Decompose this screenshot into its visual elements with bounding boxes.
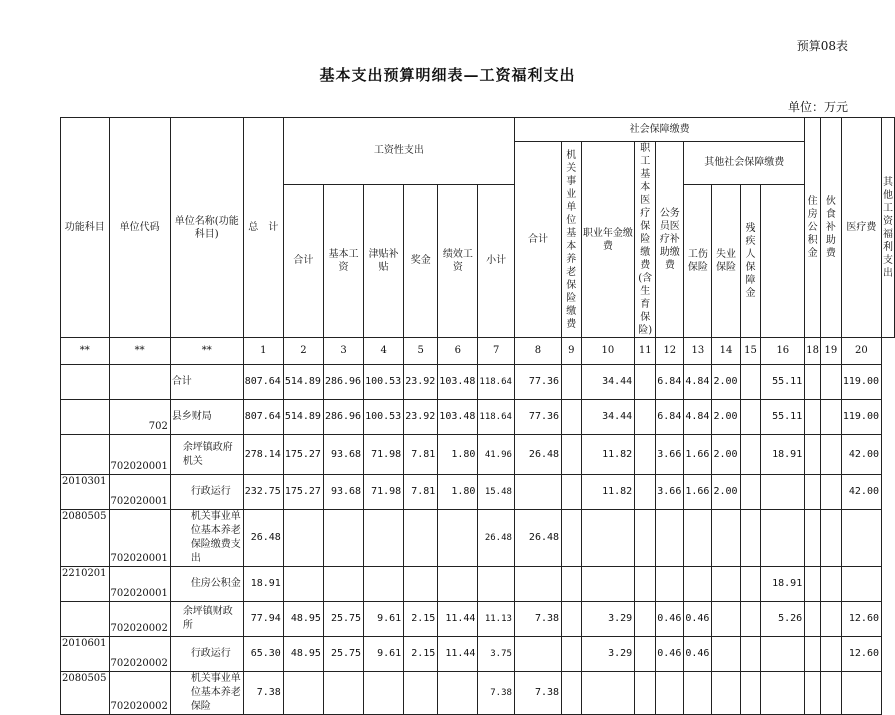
value-cell (820, 510, 841, 567)
value-cell: 26.48 (514, 435, 561, 475)
header-annuity: 职业年金缴费 (581, 142, 635, 338)
table-row (61, 365, 895, 400)
value-cell (805, 637, 821, 672)
value-cell: 3.66 (656, 475, 684, 510)
value-cell (323, 672, 363, 715)
index-cell: 16 (761, 338, 805, 365)
value-cell (761, 637, 805, 672)
value-cell: 514.89 (283, 400, 323, 435)
index-cell: 4 (364, 338, 404, 365)
header-medical-fee: 医疗费 (841, 118, 881, 338)
index-cell: 1 (243, 338, 283, 365)
value-cell (841, 567, 881, 602)
value-cell (684, 567, 712, 602)
value-cell: 3.29 (581, 602, 635, 637)
value-cell (805, 365, 821, 400)
value-cell: 26.48 (514, 510, 561, 567)
value-cell (740, 365, 761, 400)
header-other-welfare: 其他工资福利支出 (882, 118, 895, 338)
value-cell (841, 672, 881, 715)
value-cell (740, 602, 761, 637)
value-cell: 514.89 (283, 365, 323, 400)
value-cell (562, 510, 582, 567)
unit-code-cell (109, 365, 170, 400)
unit-code-cell: 702020001 (109, 567, 170, 602)
value-cell: 42.00 (841, 475, 881, 510)
index-cell: 10 (581, 338, 635, 365)
table-body (61, 365, 895, 715)
table-row (61, 672, 895, 715)
value-cell (805, 567, 821, 602)
header-func-code: 功能科目 (61, 118, 110, 338)
index-cell: 19 (820, 338, 841, 365)
value-cell (562, 400, 582, 435)
index-cell: 14 (712, 338, 740, 365)
value-cell: 1.80 (438, 435, 478, 475)
value-cell (820, 400, 841, 435)
value-cell (740, 400, 761, 435)
value-cell: 26.48 (478, 510, 515, 567)
value-cell (805, 475, 821, 510)
value-cell: 6.84 (656, 400, 684, 435)
value-cell (562, 435, 582, 475)
unit-name-cell: 县乡财局 (170, 400, 243, 435)
value-cell: 18.91 (761, 435, 805, 475)
value-cell (364, 567, 404, 602)
header-unemployment: 失业保险 (712, 184, 740, 337)
value-cell: 1.66 (684, 475, 712, 510)
value-cell: 2.15 (404, 602, 438, 637)
value-cell (656, 510, 684, 567)
value-cell (712, 637, 740, 672)
unit-name-cell: 合计 (170, 365, 243, 400)
value-cell (820, 567, 841, 602)
value-cell (820, 637, 841, 672)
value-cell: 103.48 (438, 400, 478, 435)
value-cell: 25.75 (323, 602, 363, 637)
header-performance: 绩效工资 (438, 184, 478, 337)
value-cell: 0.46 (656, 602, 684, 637)
value-cell: 175.27 (283, 435, 323, 475)
value-cell: 65.30 (243, 637, 283, 672)
unit-code-cell: 702020001 (109, 475, 170, 510)
value-cell (805, 672, 821, 715)
value-cell: 175.27 (283, 475, 323, 510)
index-cell: 15 (740, 338, 761, 365)
value-cell: 807.64 (243, 400, 283, 435)
value-cell (438, 672, 478, 715)
value-cell (820, 475, 841, 510)
value-cell (283, 672, 323, 715)
header-wage-sub: 合计 (283, 184, 323, 337)
value-cell: 3.29 (581, 637, 635, 672)
index-cell: 3 (323, 338, 363, 365)
unit-name-cell: 行政运行 (170, 475, 243, 510)
value-cell: 55.11 (761, 365, 805, 400)
value-cell (404, 510, 438, 567)
header-social-sub: 合计 (514, 142, 561, 338)
func-code-cell: 2010601 (61, 637, 110, 672)
value-cell (562, 567, 582, 602)
value-cell (364, 672, 404, 715)
func-code-cell: 2080505 (61, 672, 110, 715)
value-cell: 1.80 (438, 475, 478, 510)
value-cell (364, 510, 404, 567)
value-cell (712, 567, 740, 602)
unit-name-cell: 机关事业单位基本养老保险 (170, 672, 243, 715)
unit-code-cell: 702020002 (109, 602, 170, 637)
value-cell: 55.11 (761, 400, 805, 435)
value-cell (805, 602, 821, 637)
index-row (61, 338, 895, 365)
budget-table (60, 117, 895, 715)
value-cell: 100.53 (364, 400, 404, 435)
value-cell (805, 400, 821, 435)
value-cell (478, 567, 515, 602)
value-cell (635, 567, 656, 602)
page-title: 基本支出预算明细表—工资福利支出 (319, 66, 576, 84)
value-cell: 6.84 (656, 365, 684, 400)
value-cell (712, 602, 740, 637)
value-cell (761, 510, 805, 567)
value-cell: 2.00 (712, 475, 740, 510)
value-cell: 0.46 (684, 637, 712, 672)
header-allowance: 津贴补贴 (364, 184, 404, 337)
value-cell (635, 400, 656, 435)
index-cell: 20 (841, 338, 881, 365)
value-cell: 7.81 (404, 435, 438, 475)
header-basic-wage: 基本工资 (323, 184, 363, 337)
value-cell (805, 510, 821, 567)
func-code-cell: 2080505 (61, 510, 110, 567)
value-cell (581, 672, 635, 715)
value-cell: 23.92 (404, 365, 438, 400)
value-cell: 77.36 (514, 400, 561, 435)
unit-label: 单位：万元 (787, 100, 848, 114)
func-code-cell: 2010301 (61, 475, 110, 510)
value-cell: 11.13 (478, 602, 515, 637)
func-code-cell (61, 602, 110, 637)
value-cell: 119.00 (841, 400, 881, 435)
value-cell: 7.38 (243, 672, 283, 715)
value-cell (635, 435, 656, 475)
value-cell: 93.68 (323, 435, 363, 475)
value-cell: 11.82 (581, 435, 635, 475)
value-cell: 118.64 (478, 400, 515, 435)
value-cell: 0.46 (684, 602, 712, 637)
value-cell (684, 672, 712, 715)
value-cell: 118.64 (478, 365, 515, 400)
value-cell (635, 475, 656, 510)
value-cell (820, 435, 841, 475)
value-cell: 7.38 (478, 672, 515, 715)
value-cell (740, 637, 761, 672)
table-row (61, 400, 895, 435)
form-tag: 预算08表 (796, 39, 848, 53)
value-cell: 1.66 (684, 435, 712, 475)
value-cell: 4.84 (684, 365, 712, 400)
value-cell (404, 672, 438, 715)
index-cell: 9 (562, 338, 582, 365)
value-cell: 77.94 (243, 602, 283, 637)
value-cell (283, 510, 323, 567)
value-cell (712, 672, 740, 715)
value-cell (635, 510, 656, 567)
value-cell: 25.75 (323, 637, 363, 672)
header-other-sub: 小计 (478, 184, 515, 337)
value-cell (805, 435, 821, 475)
value-cell (684, 510, 712, 567)
value-cell (740, 510, 761, 567)
value-cell: 26.48 (243, 510, 283, 567)
value-cell: 34.44 (581, 400, 635, 435)
value-cell (635, 672, 656, 715)
index-cell: 7 (478, 338, 515, 365)
func-code-cell (61, 435, 110, 475)
value-cell: 100.53 (364, 365, 404, 400)
value-cell (740, 672, 761, 715)
unit-code-cell: 702020001 (109, 435, 170, 475)
value-cell (283, 567, 323, 602)
value-cell (562, 602, 582, 637)
value-cell: 93.68 (323, 475, 363, 510)
value-cell: 278.14 (243, 435, 283, 475)
index-cell: 6 (438, 338, 478, 365)
header-unit-code: 单位代码 (109, 118, 170, 338)
value-cell (656, 567, 684, 602)
value-cell: 34.44 (581, 365, 635, 400)
value-cell: 77.36 (514, 365, 561, 400)
value-cell: 11.44 (438, 602, 478, 637)
header-meal: 伙食补助费 (820, 118, 841, 338)
index-cell: ** (61, 338, 110, 365)
value-cell: 7.38 (514, 672, 561, 715)
value-cell: 18.91 (243, 567, 283, 602)
value-cell (761, 475, 805, 510)
value-cell: 15.48 (478, 475, 515, 510)
header-social-group: 社会保障缴费 (514, 118, 804, 142)
value-cell: 5.26 (761, 602, 805, 637)
header-wage-group: 工资性支出 (283, 118, 514, 185)
table-row (61, 602, 895, 637)
unit-name-cell: 余坪镇财政所 (170, 602, 243, 637)
unit-name-cell: 行政运行 (170, 637, 243, 672)
unit-name-cell: 住房公积金 (170, 567, 243, 602)
value-cell: 2.15 (404, 637, 438, 672)
value-cell: 232.75 (243, 475, 283, 510)
index-cell: 5 (404, 338, 438, 365)
value-cell: 71.98 (364, 435, 404, 475)
value-cell: 119.00 (841, 365, 881, 400)
value-cell (438, 510, 478, 567)
header-unit-name: 单位名称(功能科目) (170, 118, 243, 338)
value-cell: 4.84 (684, 400, 712, 435)
value-cell: 7.81 (404, 475, 438, 510)
value-cell: 0.46 (656, 637, 684, 672)
value-cell: 11.82 (581, 475, 635, 510)
value-cell (740, 435, 761, 475)
index-cell: 8 (514, 338, 561, 365)
unit-code-cell: 702020001 (109, 510, 170, 567)
value-cell: 11.44 (438, 637, 478, 672)
value-cell (514, 475, 561, 510)
value-cell: 2.00 (712, 365, 740, 400)
index-cell: 18 (805, 338, 821, 365)
value-cell: 48.95 (283, 637, 323, 672)
table-row (61, 435, 895, 475)
func-code-cell (61, 400, 110, 435)
index-cell: 11 (635, 338, 656, 365)
value-cell (712, 510, 740, 567)
func-code-cell: 2210201 (61, 567, 110, 602)
index-cell: 13 (684, 338, 712, 365)
unit-code-cell: 702020002 (109, 637, 170, 672)
value-cell: 807.64 (243, 365, 283, 400)
value-cell (740, 475, 761, 510)
value-cell: 286.96 (323, 400, 363, 435)
value-cell: 2.00 (712, 435, 740, 475)
unit-name-cell: 余坪镇政府机关 (170, 435, 243, 475)
value-cell (841, 510, 881, 567)
table-row (61, 510, 895, 567)
value-cell: 41.96 (478, 435, 515, 475)
value-cell (514, 637, 561, 672)
table-row (61, 637, 895, 672)
header-bonus: 奖金 (404, 184, 438, 337)
header-total: 总 计 (243, 118, 283, 338)
value-cell (323, 567, 363, 602)
value-cell (581, 510, 635, 567)
header-pension: 机关事业单位基本养老保险缴费 (562, 142, 582, 338)
index-cell: 2 (283, 338, 323, 365)
value-cell (581, 567, 635, 602)
value-cell: 48.95 (283, 602, 323, 637)
header-other-group: 其他社会保障缴费 (684, 142, 805, 185)
value-cell: 23.92 (404, 400, 438, 435)
value-cell: 103.48 (438, 365, 478, 400)
value-cell: 71.98 (364, 475, 404, 510)
value-cell: 12.60 (841, 602, 881, 637)
value-cell (761, 672, 805, 715)
value-cell: 9.61 (364, 637, 404, 672)
value-cell (820, 365, 841, 400)
value-cell (323, 510, 363, 567)
value-cell: 7.38 (514, 602, 561, 637)
value-cell (656, 672, 684, 715)
value-cell: 18.91 (761, 567, 805, 602)
index-cell: ** (109, 338, 170, 365)
value-cell (514, 567, 561, 602)
value-cell (438, 567, 478, 602)
header-disabled: 残疾人保障金 (740, 184, 761, 337)
value-cell: 3.66 (656, 435, 684, 475)
header-civil-medical: 公务员医疗补助缴费 (656, 142, 684, 338)
value-cell: 3.75 (478, 637, 515, 672)
value-cell (635, 365, 656, 400)
header-housing-fund: 住房公积金 (805, 118, 821, 338)
unit-code-cell: 702020002 (109, 672, 170, 715)
unit-code-cell: 702 (109, 400, 170, 435)
header-injury: 工伤保险 (684, 184, 712, 337)
value-cell (820, 602, 841, 637)
value-cell (562, 365, 582, 400)
header-medical: 职工基本医疗保险缴费(含生育保险) (635, 142, 656, 338)
value-cell (562, 672, 582, 715)
value-cell (820, 672, 841, 715)
value-cell (404, 567, 438, 602)
value-cell (635, 602, 656, 637)
value-cell: 286.96 (323, 365, 363, 400)
value-cell: 2.00 (712, 400, 740, 435)
value-cell (562, 637, 582, 672)
table-row (61, 475, 895, 510)
index-cell: ** (170, 338, 243, 365)
table-row (61, 567, 895, 602)
value-cell (562, 475, 582, 510)
value-cell (740, 567, 761, 602)
index-cell: 12 (656, 338, 684, 365)
func-code-cell (61, 365, 110, 400)
unit-name-cell: 机关事业单位基本养老保险缴费支出 (170, 510, 243, 567)
value-cell: 12.60 (841, 637, 881, 672)
value-cell (635, 637, 656, 672)
value-cell: 9.61 (364, 602, 404, 637)
value-cell: 42.00 (841, 435, 881, 475)
